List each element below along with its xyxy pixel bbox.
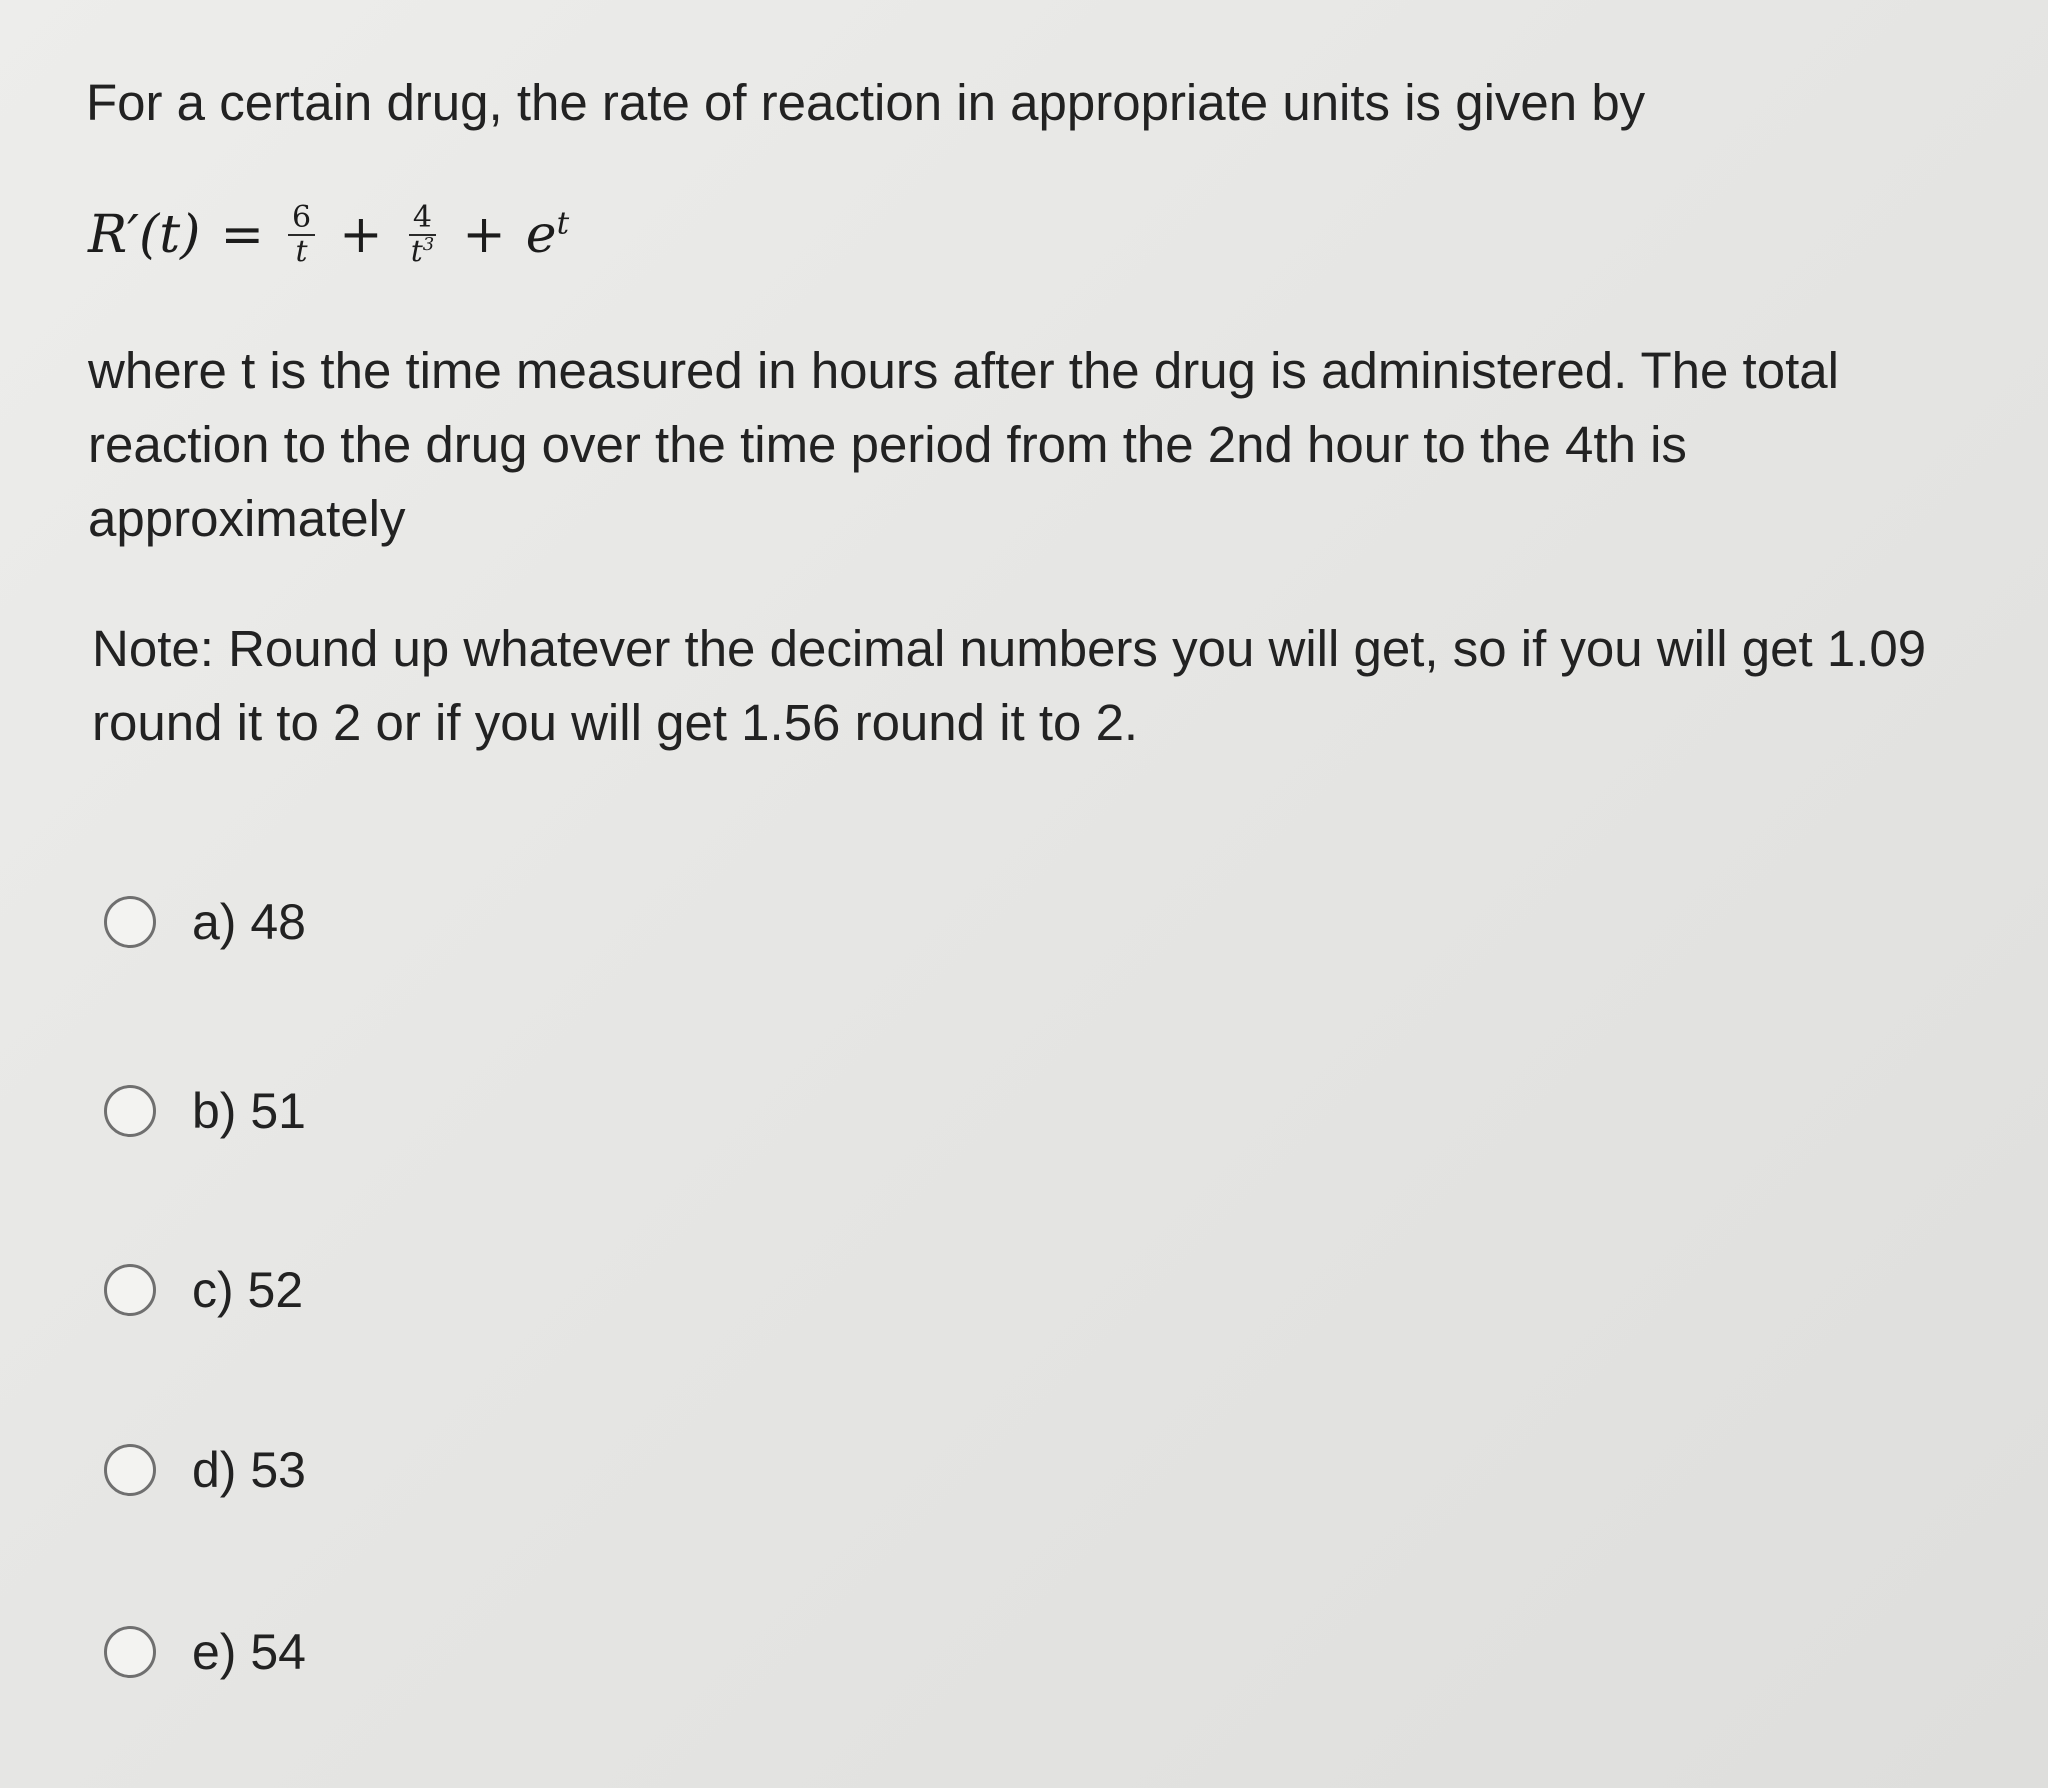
answer-option-c[interactable] [104, 1250, 303, 1330]
denominator-exponent: 3 [422, 234, 435, 255]
denominator-base: t [410, 234, 423, 269]
answer-label-a: a) 48 [192, 894, 306, 950]
answer-label-d: d) 53 [192, 1442, 306, 1498]
note-text-line-2: round it to 2 or if you will get 1.56 round it to 2. [92, 694, 1139, 751]
fraction-4-over-t-cubed [407, 202, 439, 268]
answer-option-b[interactable] [104, 1071, 306, 1151]
formula-lhs: R′(t) [88, 205, 201, 265]
note-text-line-1: Note: Round up whatever the decimal numbers you will get, so if you will get 1.09 [92, 620, 1927, 677]
answer-option-e[interactable] [104, 1612, 306, 1692]
question-text-line-1: For a certain drug, the rate of reaction in appropriate units is given by [86, 74, 1646, 131]
exponential-term [526, 205, 569, 265]
answer-label-e: e) 54 [192, 1624, 306, 1680]
fraction-denominator: t [295, 234, 308, 269]
formula-equals: = [220, 205, 265, 265]
radio-button-b[interactable] [104, 1085, 156, 1137]
formula-plus-1: + [339, 205, 383, 265]
fraction-6-over-t [288, 202, 315, 268]
answer-label-c: c) 52 [192, 1262, 304, 1318]
fraction-numerator: 6 [288, 202, 315, 236]
radio-button-e[interactable] [104, 1626, 156, 1678]
question-text-line-3: where t is the time measured in hours after the drug is administered. The total [88, 342, 1839, 399]
exponential-power: t [556, 205, 570, 242]
radio-button-c[interactable] [104, 1264, 156, 1316]
answer-option-a[interactable] [104, 882, 306, 962]
fraction-numerator: 4 [409, 202, 436, 236]
formula-plus-2: + [462, 205, 506, 265]
answer-option-d[interactable] [104, 1430, 306, 1510]
exponential-base: e [525, 205, 557, 265]
answer-label-b: b) 51 [192, 1083, 306, 1139]
question-text-line-5: approximately [88, 490, 406, 547]
question-text-line-4: reaction to the drug over the time period from the 2nd hour to the 4th is [88, 416, 1687, 473]
rate-formula [88, 190, 569, 280]
radio-button-a[interactable] [104, 896, 156, 948]
radio-button-d[interactable] [104, 1444, 156, 1496]
fraction-denominator [407, 236, 439, 268]
